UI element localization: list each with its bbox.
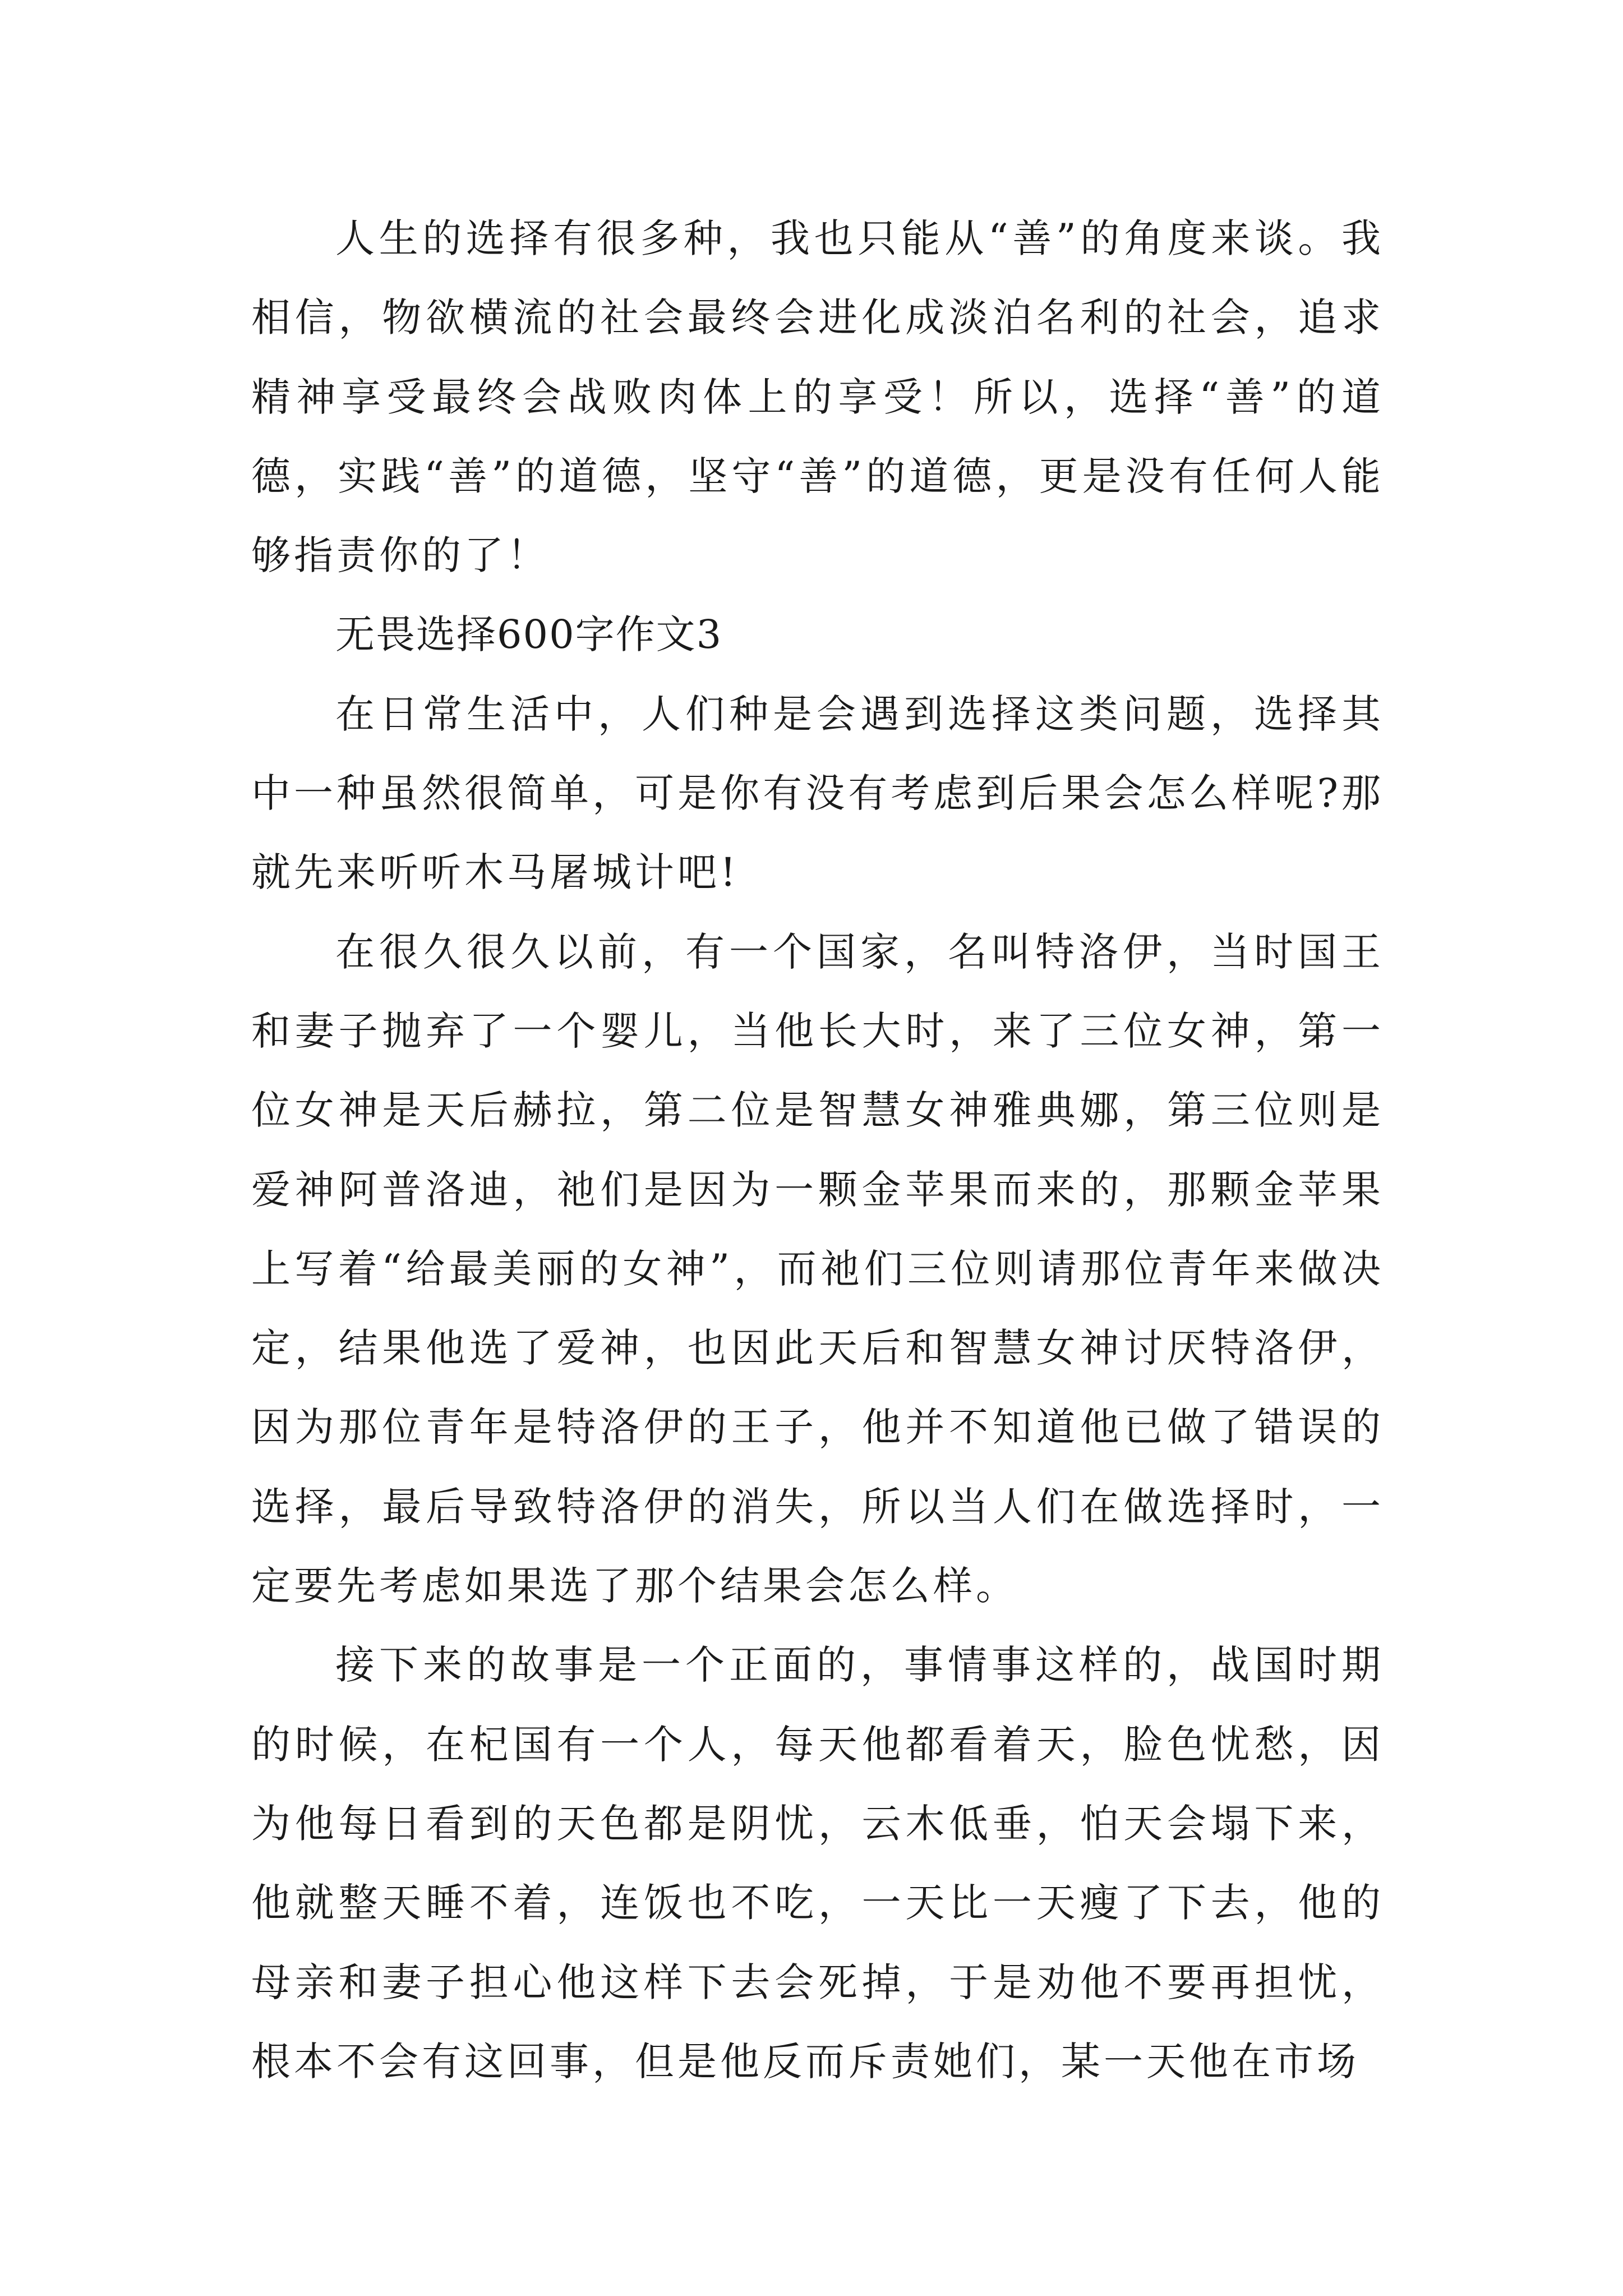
document-body	[251, 199, 1384, 2101]
paragraph-4: 接下来的故事是一个正面的，事情事这样的，战国时期的时候，在杞国有一个人，每天他都看着天，脸色忧愁，因为他每日看到的天色都是阴忧，云木低垂，怕天会塌下来，他就整天睡不着，连饭也不吃，一天比一天瘦了下去，他的母亲和妻子担心他这样下去会死掉，于是劝他不要再担忧，根本不会有这回事，但是他反而斥责她们，某一天他在市场	[251, 1642, 1384, 2085]
section-heading: 无畏选择600字作文3	[335, 611, 723, 658]
paragraph-1: 人生的选择有很多种，我也只能从“善”的角度来谈。我相信，物欲横流的社会最终会进化成淡泊名利的社会，追求精神享受最终会战败肉体上的享受！所以，选择“善”的道德，实践“善”的道德，坚守“善”的道德，更是没有任何人能够指责你的了！	[251, 215, 1384, 579]
paragraph-3: 在很久很久以前，有一个国家，名叫特洛伊，当时国王和妻子抛弃了一个婴儿，当他长大时，来了三位女神，第一位女神是天后赫拉，第二位是智慧女神雅典娜，第三位则是爱神阿普洛迪，祂们是因为一颗金苹果而来的，那颗金苹果上写着“给最美丽的女神”，而祂们三位则请那位青年来做决定，结果他选了爱神，也因此天后和智慧女神讨厌特洛伊，因为那位青年是特洛伊的王子，他并不知道他已做了错误的选择，最后导致特洛伊的消失，所以当人们在做选择时，一定要先考虑如果选了那个结果会怎么样。	[251, 928, 1384, 1609]
paragraph-2: 在日常生活中，人们种是会遇到选择这类问题，选择其中一种虽然很简单，可是你有没有考虑到后果会怎么样呢?那就先来听听木马屠城计吧!	[251, 691, 1384, 896]
